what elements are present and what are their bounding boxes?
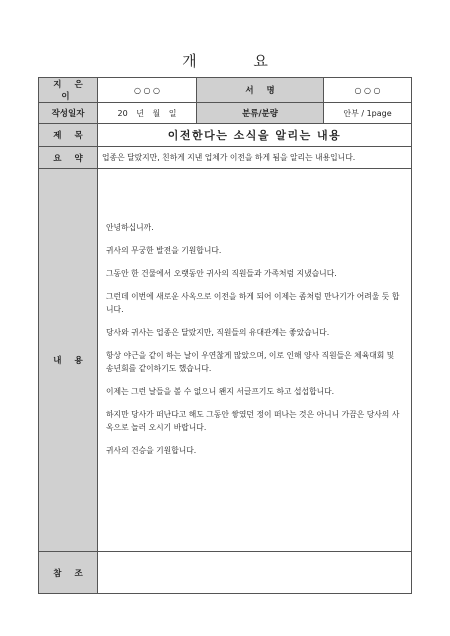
content-paragraph: 당사와 귀사는 업종은 달랐지만, 직원들의 유대관계는 좋았습니다. xyxy=(106,328,330,337)
summary-label: 요 약 xyxy=(39,147,98,169)
reference-label: 참 조 xyxy=(39,552,98,594)
content-paragraph: 하지만 당사가 떠난다고 해도 그동안 쌓였던 정이 떠나는 것은 아니니 가끔은 당사의 사옥으로 놀러 오시기 바랍니다. xyxy=(106,410,400,432)
content-body xyxy=(98,169,411,457)
content-paragraph: 그런데 이번에 새로운 사옥으로 이전을 하게 되어 이제는 좀처럼 만나기가 어려울 듯 합니다. xyxy=(106,292,400,314)
content-paragraph: 항상 야근을 같이 하는 날이 우연찮게 많았으며, 이로 인해 양사 직원들은 체육대회 및 송년회를 같이하기도 했습니다. xyxy=(106,351,395,373)
content-paragraph: 이제는 그런 날들을 볼 수 없으니 왠지 서글프기도 하고 섭섭합니다. xyxy=(106,387,335,396)
signature-label: 서 명 xyxy=(197,78,324,103)
date-value: 20 년 월 일 xyxy=(98,103,197,124)
page-title: 개 요 xyxy=(182,52,294,70)
date-label: 작성일자 xyxy=(39,103,98,124)
content-label: 내 용 xyxy=(39,169,98,552)
subject-value: 이전한다는 소식을 알리는 내용 xyxy=(98,124,412,147)
content-paragraph: 안녕하십니까. xyxy=(106,223,154,232)
content-paragraph: 그동안 한 건물에서 오랫동안 귀사의 직원들과 가족처럼 지냈습니다. xyxy=(106,269,337,278)
author-value: ○ ○ ○ xyxy=(98,78,197,103)
document-form xyxy=(38,77,412,594)
content-cell xyxy=(98,169,412,552)
reference-value xyxy=(98,552,412,594)
category-value: 안부 / 1page xyxy=(324,103,412,124)
category-label: 분류/분량 xyxy=(197,103,324,124)
content-paragraph: 귀사의 건승을 기원합니다. xyxy=(106,446,197,455)
subject-label: 제 목 xyxy=(39,124,98,147)
summary-value: 업종은 달랐지만, 친하게 지낸 업체가 이전을 하게 됨을 알리는 내용입니다. xyxy=(98,147,412,169)
author-label: 지 은 이 xyxy=(39,78,98,103)
content-paragraph: 귀사의 무궁한 발전을 기원합니다. xyxy=(106,246,222,255)
signature-value: ○ ○ ○ xyxy=(324,78,412,103)
